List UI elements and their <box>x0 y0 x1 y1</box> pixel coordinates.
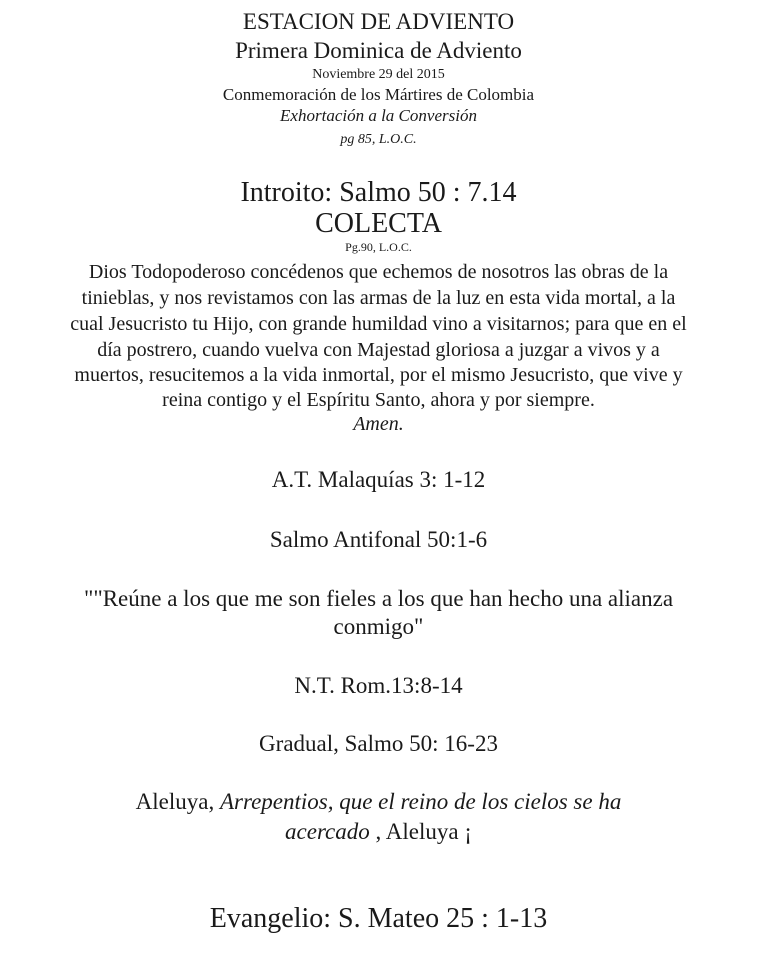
psalm-reading: Salmo Antifonal 50:1-6 <box>269 527 488 552</box>
collect-page-ref: Pg.90, L.O.C. <box>345 240 412 254</box>
commemoration: Conmemoración de los Mártires de Colombia <box>222 85 535 104</box>
introit: Introito: Salmo 50 : 7.14 <box>240 177 517 208</box>
collect-text-line: día postrero, cuando vuelva con Majestad gloriosa a juzgar a vivos y a <box>97 339 660 361</box>
document-subtitle: Primera Dominica de Adviento <box>235 38 522 63</box>
collect-text-line: Dios Todopoderoso concédenos que echemos de nosotros las obras de la <box>88 261 669 283</box>
antiphon-line: ""Reúne a los que me son fieles a los que han hecho una alianza <box>83 586 674 611</box>
alleluia-line-2 <box>0 818 757 846</box>
alleluia-suffix: , Aleluya ¡ <box>369 819 472 844</box>
exhortation: Exhortación a la Conversión <box>280 106 477 125</box>
antiphon-line: conmigo" <box>333 614 424 639</box>
collect-heading: COLECTA <box>315 208 442 239</box>
old-testament-reading: A.T. Malaquías 3: 1-12 <box>271 467 486 492</box>
collect-text-line: muertos, resucitemos a la vida inmortal, por el mismo Jesucristo, que vive y <box>74 364 683 386</box>
service-date: Noviembre 29 del 2015 <box>312 67 445 82</box>
alleluia-prefix: Aleluya, <box>135 789 220 814</box>
collect-text-line: tinieblas, y nos revistamos con las armas de la luz en esta vida mortal, a la <box>81 287 676 309</box>
collect-amen: Amen. <box>353 413 404 435</box>
new-testament-reading: N.T. Rom.13:8-14 <box>294 673 463 698</box>
alleluia-verse-end: acercado <box>285 819 370 844</box>
document-title: ESTACION DE ADVIENTO <box>242 9 515 34</box>
collect-text-line: cual Jesucristo tu Hijo, con grande humildad vino a visitarnos; para que en el <box>70 313 687 335</box>
collect-text-line: reina contigo y el Espíritu Santo, ahora y por siempre. <box>162 389 595 411</box>
header-page-ref: pg 85, L.O.C. <box>340 132 417 147</box>
gradual-reading: Gradual, Salmo 50: 16-23 <box>259 731 498 756</box>
gospel-reading: Evangelio: S. Mateo 25 : 1-13 <box>209 903 548 934</box>
alleluia-line-1 <box>0 788 757 816</box>
alleluia-verse: Arrepentios, que el reino de los cielos se ha <box>219 789 622 814</box>
